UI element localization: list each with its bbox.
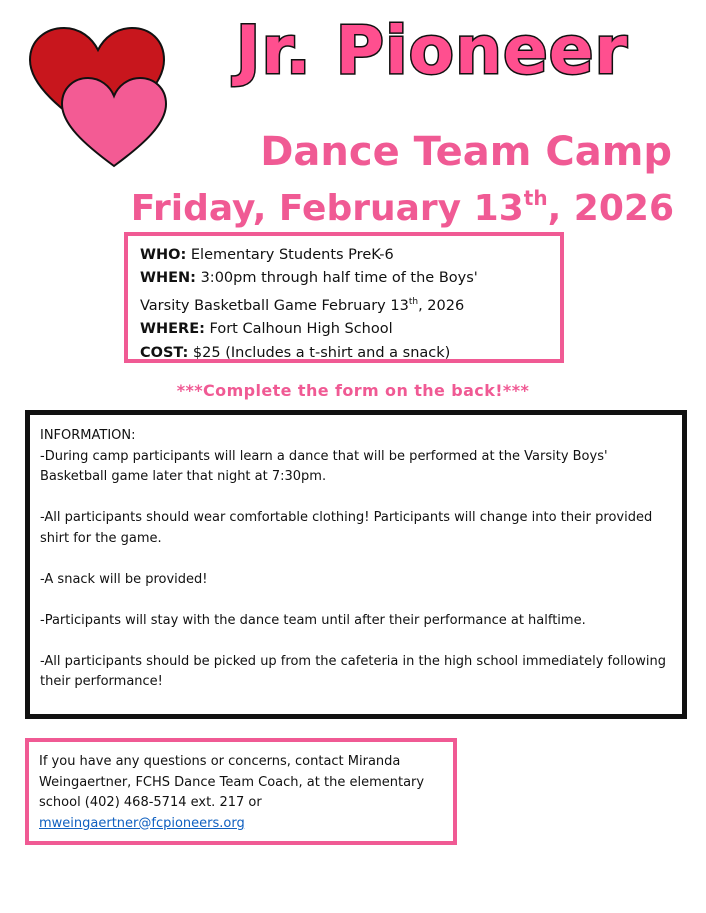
event-details-box <box>124 232 564 363</box>
contact-box <box>25 738 457 845</box>
contact-text: If you have any questions or concerns, contact Miranda Weingaertner, FCHS Dance Team Coach, at the elementary school (402) 468-5714 ext. 217 or <box>39 754 425 810</box>
event-date <box>131 188 674 227</box>
date-ordinal: th <box>523 186 548 210</box>
cost-label: COST: <box>140 344 189 361</box>
information-paragraph: -All participants should wear comfortable clothing! Participants will change into their provided shirt for the game. <box>40 510 653 546</box>
who-value: Elementary Students PreK-6 <box>186 247 394 263</box>
cost-value: $25 (Includes a t-shirt and a snack) <box>188 344 451 361</box>
when-row <box>140 267 548 290</box>
information-paragraph: -Participants will stay with the dance team until after their performance at halftime. <box>40 612 586 628</box>
when-label: WHEN: <box>140 270 196 287</box>
when-value: 3:00pm through half time of the Boys' <box>195 270 478 287</box>
page-title: Jr. Pioneer <box>235 12 629 89</box>
who-label: WHO: <box>140 247 187 263</box>
page-subtitle: Dance Team Camp <box>260 129 672 175</box>
date-year: , 2026 <box>547 188 674 229</box>
information-box <box>25 410 687 719</box>
where-value: Fort Calhoun High School <box>204 321 393 338</box>
cost-row <box>140 342 548 365</box>
when-row-continued <box>140 291 548 318</box>
hearts-graphic <box>22 18 182 168</box>
information-heading: INFORMATION: <box>40 428 136 443</box>
who-row <box>140 244 548 267</box>
where-row <box>140 318 548 341</box>
date-main: Friday, February 13 <box>130 188 524 229</box>
information-paragraph: -During camp participants will learn a dance that will be performed at the Varsity Boys' Basketball game later that night at 7:30pm. <box>40 448 608 484</box>
information-paragraph: -A snack will be provided! <box>40 571 208 587</box>
when-ordinal: th <box>408 296 419 307</box>
contact-email-link[interactable]: mweingaertner@fcpioneers.org <box>39 815 245 831</box>
complete-form-note: ***Complete the form on the back!*** <box>176 381 530 400</box>
information-paragraph: -All participants should be picked up from the cafeteria in the high school immediately following their performance! <box>40 653 666 689</box>
where-label: WHERE: <box>140 321 205 338</box>
when-line2: Varsity Basketball Game February 13 <box>140 297 409 314</box>
when-year: , 2026 <box>418 297 465 314</box>
